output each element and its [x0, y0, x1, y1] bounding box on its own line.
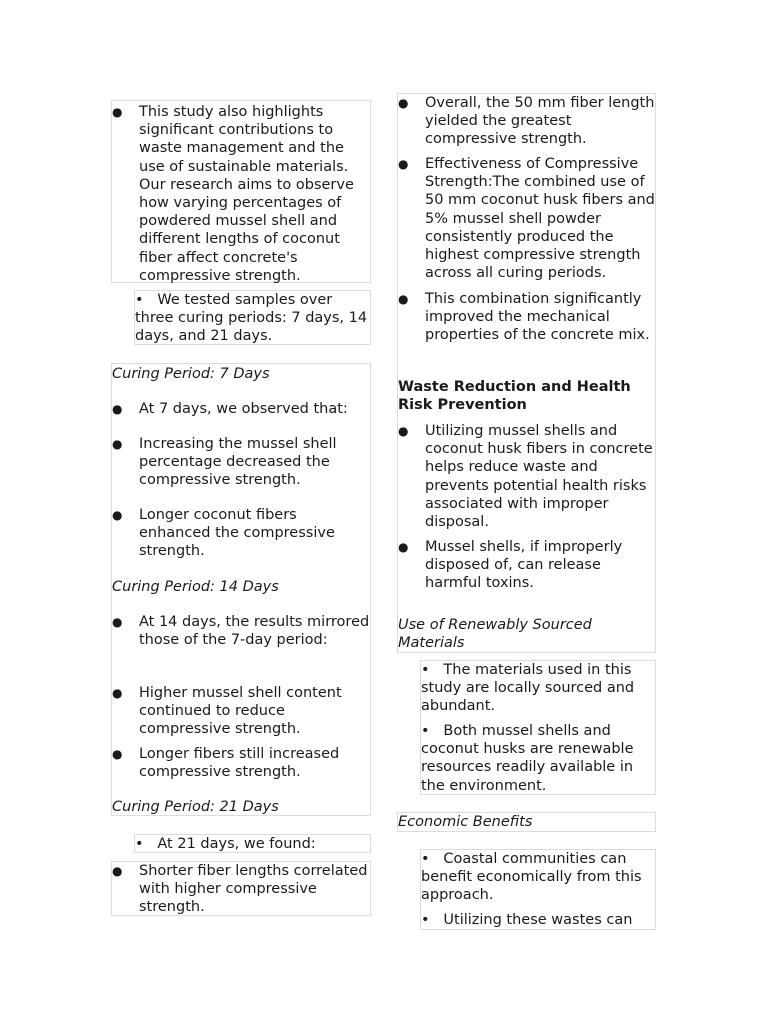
renewable-bullet-1: • The materials used in this study are locally sourced and abundant. [421, 662, 635, 715]
renewable-title: Use of Renewably Sourced Materials [398, 617, 592, 652]
findings-bullet-2: ● Effectiveness of Compressive Strength:The combined use of 50 mm coconut husk fibers and 5% mussel shell powder consistently produced the highest compressive strength across all curing periods. [398, 155, 655, 282]
economic-bullet-1: • Coastal communities can benefit economically from this approach. [421, 851, 642, 904]
day7-bullet-2: ● Increasing the mussel shell percentage decreased the compressive strength. [112, 435, 370, 490]
findings-bullet-3: ● This combination significantly improved the mechanical properties of the concrete mix. [398, 290, 655, 345]
tested-samples-text: • We tested samples over three curing periods: 7 days, 14 days, and 21 days. [135, 292, 368, 345]
day7-bullet-1: ● At 7 days, we observed that: [112, 400, 370, 418]
day21-found-box [134, 834, 371, 853]
economic-title: Economic Benefits [398, 814, 533, 830]
intro-bullet: ● This study also highlights significant contributions to waste management and the use of sustainable materials. Our research aims to observe how varying percentages of powdered mussel shell and different lengths of coconut fiber affect concrete's compressive strength. [112, 103, 370, 285]
day14-title: Curing Period: 14 Days [112, 579, 279, 595]
day14-bullet-1: ● At 14 days, the results mirrored those of the 7-day period: [112, 613, 370, 649]
economic-title-box [397, 812, 656, 832]
day21-result-box [111, 861, 371, 916]
findings-bullet-1: ● Overall, the 50 mm fiber length yielded the greatest compressive strength. [398, 94, 655, 149]
waste-bullet-2: ● Mussel shells, if improperly disposed of, can release harmful toxins. [398, 538, 655, 593]
economic-bullet-2: • Utilizing these wastes can [421, 912, 633, 928]
intro-box [111, 100, 371, 283]
day7-bullet-3: ● Longer coconut fibers enhanced the compressive strength. [112, 506, 370, 561]
waste-heading: Waste Reduction and Health Risk Prevention [398, 379, 631, 414]
day21-bullet: ● Shorter fiber lengths correlated with higher compressive strength. [112, 862, 370, 917]
day21-title: Curing Period: 21 Days [112, 799, 279, 815]
curing-periods-box [111, 363, 371, 816]
day14-bullet-2: ● Higher mussel shell content continued to reduce compressive strength. [112, 684, 370, 739]
day7-title: Curing Period: 7 Days [112, 366, 270, 382]
tested-samples-box [134, 290, 371, 345]
day21-found-text: • At 21 days, we found: [135, 836, 316, 852]
economic-box [420, 849, 656, 930]
renewable-bullet-2: • Both mussel shells and coconut husks are renewable resources readily available in the environment. [421, 723, 634, 794]
waste-bullet-1: ● Utilizing mussel shells and coconut husk fibers in concrete helps reduce waste and prevents potential health risks associated with improper disposal. [398, 422, 655, 531]
findings-box [397, 93, 656, 653]
day14-bullet-3: ● Longer fibers still increased compressive strength. [112, 745, 370, 781]
renewable-box [420, 660, 656, 795]
